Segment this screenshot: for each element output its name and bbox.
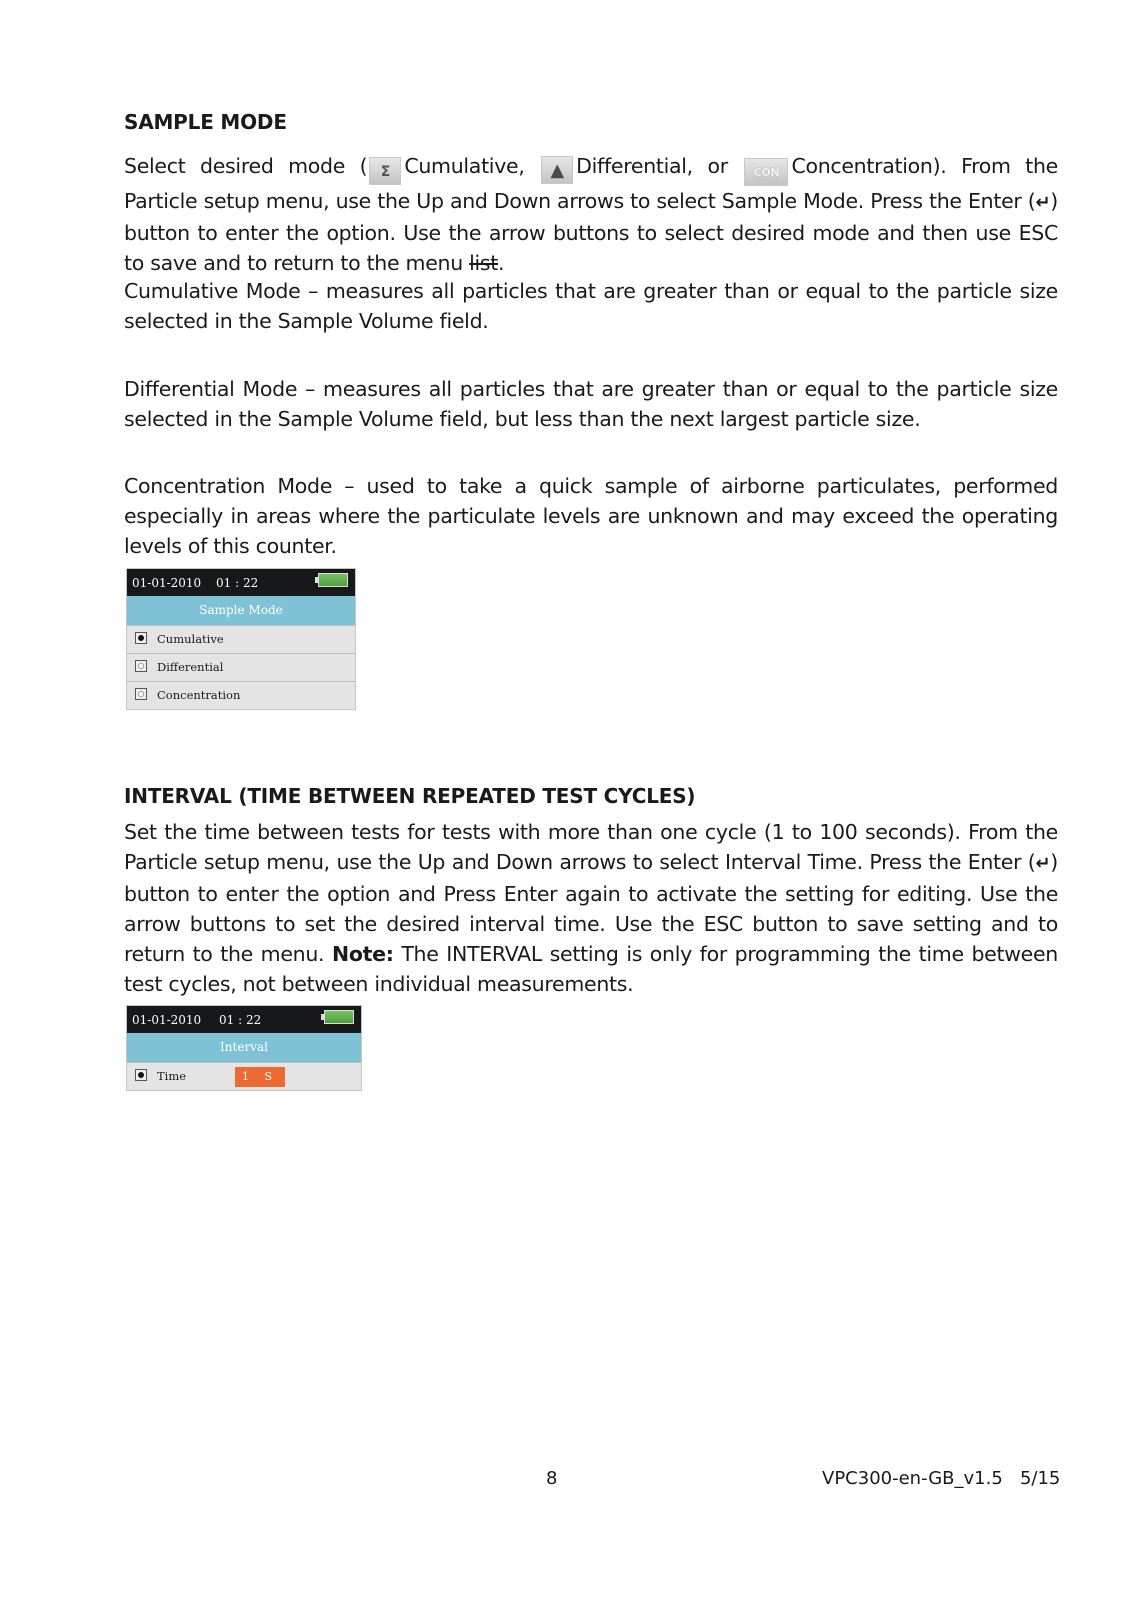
status-bar <box>127 1006 361 1033</box>
intro-text-1: Select desired mode ( <box>124 154 368 178</box>
battery-icon <box>318 573 348 587</box>
interval-value: 1 <box>241 1070 255 1083</box>
intro-text-3: Differential, or <box>576 154 728 178</box>
section-heading-interval: INTERVAL (TIME BETWEEN REPEATED TEST CYCLES) <box>124 784 696 808</box>
note-label: Note: <box>331 942 394 966</box>
concentration-mode-description: Concentration Mode – used to take a quick sample of airborne particulates, performed especially in areas where the particulate levels are unknown and may exceed the operating levels of this counter. <box>124 474 1058 558</box>
enter-key-icon: ↵ <box>1035 192 1051 213</box>
screen-date: 01-01-2010 <box>132 576 202 590</box>
interval-text-3: The INTERVAL setting is only for programming the time between test cycles, not between individual measurements. <box>124 942 1058 996</box>
sample-mode-screen <box>126 568 356 710</box>
status-bar <box>127 569 355 596</box>
intro-text-4: Concentration). From the Particle setup menu, use the Up and Down arrows to select Sample Mode. Press the Enter ( <box>124 154 1058 213</box>
interval-unit: S <box>264 1070 279 1083</box>
document-id: VPC300-en-GB_v1.5 5/15 <box>822 1468 1061 1489</box>
option-label: Concentration <box>157 688 241 702</box>
intro-text-5: ) button to enter the option. Use the arrow buttons to select desired mode and then use ESC to save and to return to the menu <box>124 189 1058 275</box>
interval-time-row[interactable] <box>127 1062 361 1090</box>
intro-text-6: . <box>498 251 505 275</box>
option-row-cumulative[interactable] <box>127 625 355 653</box>
sample-mode-intro <box>124 151 1058 278</box>
struck-word: list <box>469 251 499 275</box>
section-heading-sample-mode: SAMPLE MODE <box>124 110 287 134</box>
time-label: Time <box>157 1069 187 1083</box>
interval-value-field[interactable] <box>235 1067 285 1087</box>
differential-mode-description: Differential Mode – measures all particles that are greater than or equal to the particle size selected in the Sample Volume field, but less than the next largest particle size. <box>124 377 1058 431</box>
cumulative-mode-description: Cumulative Mode – measures all particles that are greater than or equal to the particle size selected in the Sample Volume field. <box>124 279 1058 333</box>
interval-screen <box>126 1005 362 1091</box>
radio-unselected-icon[interactable] <box>135 688 147 700</box>
screen-title-bar: Sample Mode <box>127 596 355 625</box>
interval-text-1: Set the time between tests for tests with more than one cycle (1 to 100 seconds). From the Particle setup menu, use the Up and Down arrows to select Interval Time. Press the Enter ( <box>124 820 1058 874</box>
radio-unselected-icon[interactable] <box>135 660 147 672</box>
screen-date: 01-01-2010 <box>132 1013 202 1027</box>
battery-icon <box>324 1010 354 1024</box>
screen-time: 01 : 22 <box>216 576 259 590</box>
intro-text-2: Cumulative, <box>404 154 525 178</box>
interval-description <box>124 817 1058 999</box>
radio-selected-icon[interactable] <box>135 1069 147 1081</box>
cumulative-mode-icon: Σ <box>369 157 401 185</box>
option-label: Differential <box>157 660 224 674</box>
concentration-mode-icon: CON <box>744 158 788 186</box>
screen-title-bar: Interval <box>127 1033 361 1062</box>
radio-selected-icon[interactable] <box>135 632 147 644</box>
differential-mode-icon: ▲ <box>541 156 573 184</box>
option-row-concentration[interactable] <box>127 681 355 709</box>
option-label: Cumulative <box>157 632 224 646</box>
page-number: 8 <box>546 1468 558 1489</box>
interval-text-2: ) button to enter the option and Press Enter again to activate the setting for editing. Use the arrow buttons to set the desired interval time. Use the ESC button to save setting and to return to the menu. <box>124 850 1058 966</box>
enter-key-icon: ↵ <box>1035 853 1051 874</box>
option-row-differential[interactable] <box>127 653 355 681</box>
screen-time: 01 : 22 <box>219 1013 262 1027</box>
